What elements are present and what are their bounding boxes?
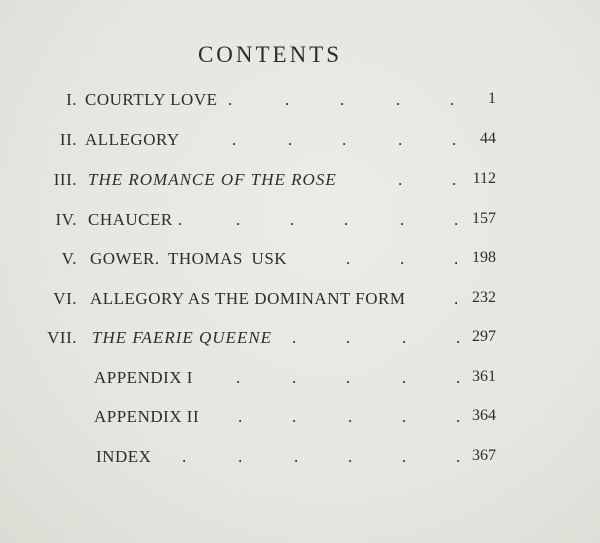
leader-dot: . bbox=[402, 447, 407, 466]
toc-entry bbox=[0, 447, 600, 475]
page-number: 1 bbox=[488, 90, 496, 107]
toc-entry bbox=[0, 130, 600, 158]
page-number: 361 bbox=[472, 368, 496, 385]
leader-dot: . bbox=[178, 210, 183, 229]
page-number: 232 bbox=[472, 289, 496, 306]
leader-dot: . bbox=[402, 407, 407, 426]
leader-dot: . bbox=[398, 170, 403, 189]
toc-entry bbox=[0, 328, 600, 356]
leader-dot: . bbox=[288, 130, 293, 149]
page-number: 157 bbox=[472, 210, 496, 227]
leader-dot: . bbox=[290, 210, 295, 229]
appendix-title: APPENDIX II bbox=[94, 407, 200, 426]
page-number: 198 bbox=[472, 249, 496, 266]
leader-dot: . bbox=[228, 90, 233, 109]
leader-dot: . bbox=[238, 407, 243, 426]
leader-dot: . bbox=[348, 407, 353, 426]
chapter-title: CHAUCER bbox=[88, 210, 173, 229]
leader-dot: . bbox=[456, 368, 461, 387]
chapter-number: VI. bbox=[53, 289, 77, 308]
chapter-title: COURTLY LOVE bbox=[85, 90, 218, 109]
leader-dot: . bbox=[346, 328, 351, 347]
leader-dot: . bbox=[452, 130, 457, 149]
page-number: 44 bbox=[480, 130, 496, 147]
leader-dot: . bbox=[285, 90, 290, 109]
leader-dot: . bbox=[236, 368, 241, 387]
leader-dot: . bbox=[182, 447, 187, 466]
leader-dot: . bbox=[292, 407, 297, 426]
leader-dot: . bbox=[400, 249, 405, 268]
page-number: 367 bbox=[472, 447, 496, 464]
leader-dot: . bbox=[340, 90, 345, 109]
page-title: CONTENTS bbox=[197, 42, 343, 67]
chapter-number: I. bbox=[66, 90, 77, 109]
leader-dot: . bbox=[344, 210, 349, 229]
leader-dot: . bbox=[396, 90, 401, 109]
leader-dot: . bbox=[292, 328, 297, 347]
leader-dot: . bbox=[400, 210, 405, 229]
leader-dot: . bbox=[348, 447, 353, 466]
toc-entry bbox=[0, 210, 600, 238]
page-number: 364 bbox=[472, 407, 496, 424]
chapter-title: GOWER. THOMAS USK bbox=[90, 249, 288, 268]
index-title: INDEX bbox=[96, 447, 152, 466]
leader-dot: . bbox=[398, 130, 403, 149]
leader-dot: . bbox=[236, 210, 241, 229]
leader-dot: . bbox=[454, 249, 459, 268]
leader-dot: . bbox=[456, 447, 461, 466]
chapter-title: ALLEGORY AS THE DOMINANT FORM bbox=[90, 289, 406, 308]
chapter-number: II. bbox=[59, 130, 77, 149]
leader-dot: . bbox=[456, 328, 461, 347]
leader-dot: . bbox=[454, 289, 459, 308]
chapter-number: V. bbox=[61, 249, 77, 268]
appendix-title: APPENDIX I bbox=[94, 368, 193, 387]
toc-entry bbox=[0, 170, 600, 198]
leader-dot: . bbox=[450, 90, 455, 109]
chapter-number: VII. bbox=[47, 328, 77, 347]
toc-entry bbox=[0, 249, 600, 277]
leader-dot: . bbox=[346, 249, 351, 268]
leader-dot: . bbox=[454, 210, 459, 229]
leader-dot: . bbox=[452, 170, 457, 189]
page-number: 112 bbox=[472, 170, 496, 187]
leader-dot: . bbox=[294, 447, 299, 466]
toc-entry bbox=[0, 368, 600, 396]
leader-dot: . bbox=[402, 368, 407, 387]
chapter-title: THE ROMANCE OF THE ROSE bbox=[88, 170, 337, 189]
page-number: 297 bbox=[472, 328, 496, 345]
chapter-title: ALLEGORY bbox=[85, 130, 180, 149]
toc-entry bbox=[0, 90, 600, 118]
leader-dot: . bbox=[292, 368, 297, 387]
toc-entry bbox=[0, 407, 600, 435]
chapter-number: IV. bbox=[55, 210, 77, 229]
toc-entry bbox=[0, 289, 600, 317]
leader-dot: . bbox=[342, 130, 347, 149]
leader-dot: . bbox=[456, 407, 461, 426]
chapter-number: III. bbox=[53, 170, 77, 189]
chapter-title: THE FAERIE QUEENE bbox=[92, 328, 273, 347]
leader-dot: . bbox=[238, 447, 243, 466]
leader-dot: . bbox=[346, 368, 351, 387]
leader-dot: . bbox=[402, 328, 407, 347]
leader-dot: . bbox=[232, 130, 237, 149]
